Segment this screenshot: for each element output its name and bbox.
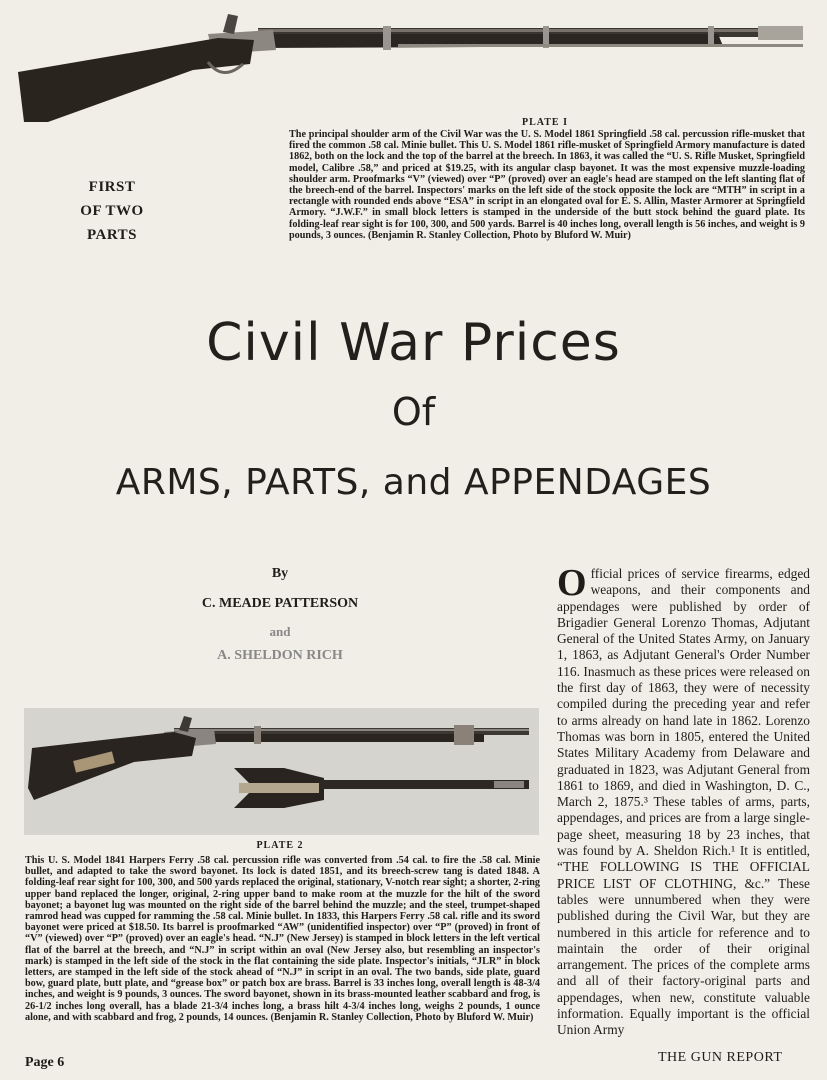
plate2-rifle-bayonet-image xyxy=(24,708,539,835)
series-line-3: PARTS xyxy=(86,227,138,243)
plate2-title: PLATE 2 xyxy=(256,840,304,851)
byline-and: and xyxy=(269,624,291,639)
byline-by: By xyxy=(271,566,289,581)
article-title-line-3: ARMS, PARTS, and APPENDAGES xyxy=(115,462,712,503)
plate2-caption: This U. S. Model 1841 Harpers Ferry .58 cal. percussion rifle was converted from .54 cal. to fire the .58 cal. Minie bullet, and adapted to take the sword bayonet. Its lock is dated 1851, and its breech-screw tang is dated 1848. A folding-leaf rear sight for 100, 300, and 500 yards replaced the original, stationary, V-notch rear sight; a shorter, 2-ring upper band replaced the longer, original, 2-ring upper band to make room at the muzzle for the hilt of the sword bayonet; a bayonet lug was mounted on the right side of the barrel behind the muzzle; and the steel, trumpet-shaped ramrod head was cupped for ramming the .58 cal. Minie bullet. In 1833, this Harpers Ferry .58 cal. rifle and its sword bayonet were priced at $18.50. Its barrel is proofmarked “AW” (unidentified inspector) over “P” (proved) in front of “V” (viewed) over “P” (proved) over an eagle's head. “N.J” (New Jersey) is stamped in block letters in the left vertical flat of the barrel at the breech, and “N.J” in script within an oval (New Jersey also, but resembling an inspector's mark) is stamped in the left side of the stock in the flat containing the side plate. Inspector's initials, “JLR” in block letters, are stamped in the left side of the stock ahead of “N.J” in script in an oval. The two bands, side plate, guard bow, guard plate, butt plate, and “grease box” or patch box are brass. Barrel is 33 inches long, overall length is 48-3/4 inches, and weight is 9 pounds, 3 ounces. The sword bayonet, shown in its brass-mounted leather scabbard and frog, is 26-1/2 inches long overall, has a blade 21-3/4 inches long, a brass hilt 4-3/4 inches long, weighs 2 pounds, 1 ounce alone, and with scabbard and frog, 2 pounds, 14 ounces. (Benjamin R. Stanley Collection, Photo by Bluford W. Muir) xyxy=(25,855,540,1023)
page-number: Page 6 xyxy=(25,1055,65,1070)
plate1-caption: The principal shoulder arm of the Civil War was the U. S. Model 1861 Springfield .58 cal. percussion rifle-musket that fired the common .58 cal. Minie bullet. This U. S. Model 1861 rifle-musket of Springfield Armory manufacture is dated 1862, both on the lock and the top of the barrel at the breech. In 1863, it was called the “U. S. Rifle Musket, Springfield model, Calibre .58,” and priced at $19.25, with its angular clasp bayonet. It was the most expensive muzzle-loading shoulder arm. Proofmarks “V” (viewed) over “P” (proved) over an eagle's head are stamped on the left slanting flat of the breech-end of the barrel. Inspectors' marks on the left side of the stock opposite the lock are “MTH” in script in a rectangle with rounded ends above “ESA” in script in an elongated oval for E. S. Allin, Master Armorer at Springfield Armory. “J.W.F.” in small block letters is stamped in the underside of the butt stock behind the guard plate. Its folding-leaf rear sight is for 100, 300, and 500 yards. Barrel is 40 inches long, overall length is 56 inches, and weight is 9 pounds, 3 ounces. (Benjamin R. Stanley Collection, Photo by Bluford W. Muir) xyxy=(289,129,805,241)
drop-cap: O xyxy=(557,562,587,604)
byline-author-1: C. MEADE PATTERSON xyxy=(201,596,359,611)
byline-author-2: A. SHELDON RICH xyxy=(217,648,343,663)
series-note xyxy=(62,175,162,247)
article-title-line-2: Of xyxy=(391,390,436,434)
plate1-rifle-image xyxy=(18,4,808,126)
plate1-title: PLATE I xyxy=(522,117,568,128)
series-line-1: FIRST xyxy=(88,179,136,195)
series-line-2: OF TWO xyxy=(80,203,144,219)
article-title-line-1: Civil War Prices xyxy=(206,313,621,373)
plate2-photo xyxy=(24,708,539,835)
article-body xyxy=(557,562,810,1039)
magazine-name: THE GUN REPORT xyxy=(658,1050,783,1065)
article-body-text: fficial prices of service firearms, edged weapons, and their components and appendages were published by order of Brigadier General Lorenzo Thomas, Adjutant General of the United States Army, on January 1, 1863, as Adjutant General's Order Number 116. Inasmuch as these prices were released on the first day of 1863, they were of necessity compiled during the preceding year and refer to arms already on hand late in 1862. Lorenzo Thomas was born in 1805, entered the United States Military Academy from Delaware and graduated in 1823, was Adjutant General from 1861 to 1869, and died in Washington, D. C., March 2, 1875.³ These tables of arms, parts, appendages, and prices are from a large single-page sheet, measuring 18 by 23 inches, that was found by A. Sheldon Rich.¹ It is entitled, “THE FOLLOWING IS THE OFFICIAL PRICE LIST OF CLOTHING, &c.” These tables were unnumbered when they were published during the Civil War, but they are numbered in this article for reference and to maintain the order of their original arrangement. The prices of the complete arms and all of their factory-original parts and appendages, when new, constitute valuable information. Equally important is the official Union Army xyxy=(557,566,810,1038)
